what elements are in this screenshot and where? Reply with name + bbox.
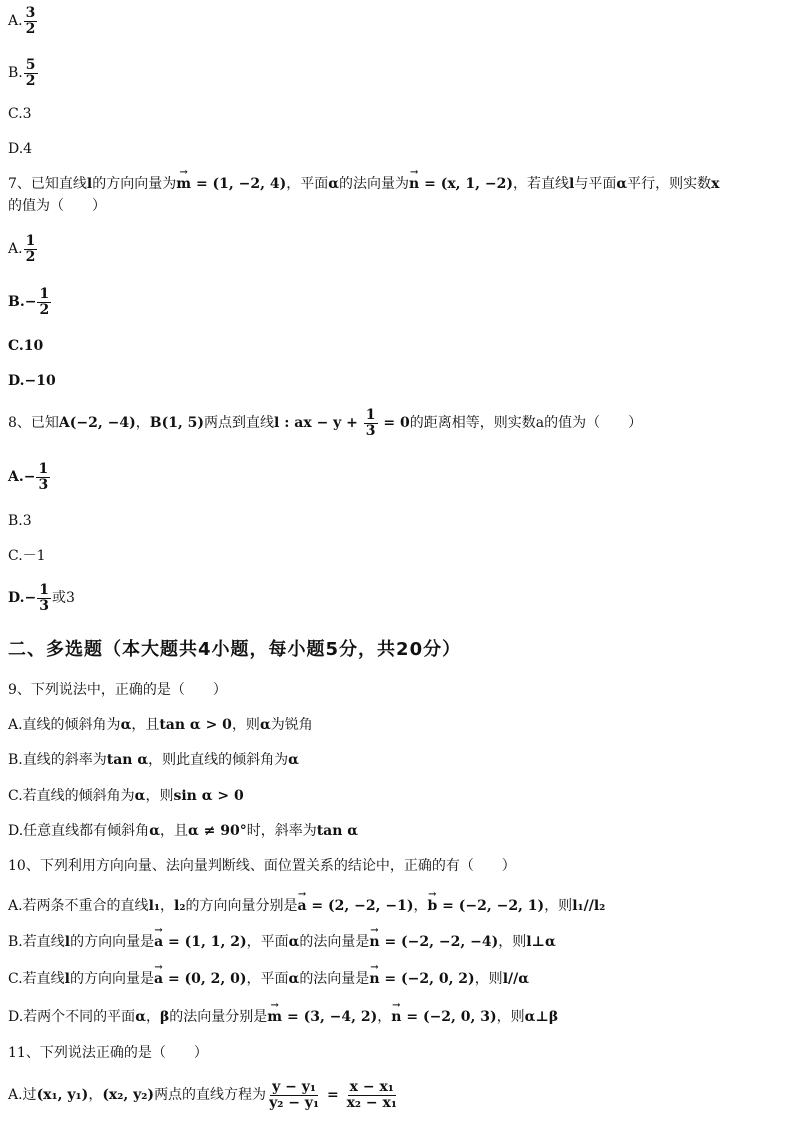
q7-stem-cont: 的值为（ ）	[8, 198, 106, 214]
section-heading: 二、多选题（本大题共4小题，每小题5分，共20分）	[8, 639, 462, 660]
q11-option-a: A.过(x₁, y₁)，(x₂, y₂)两点的直线方程为 $\frac{\text{y − y₁}}{\text{y₂ − y₁}}$ = $\frac{\text{x − x₁}}{\text{x₂ − x₁}}$	[8, 1079, 397, 1111]
q10-option-d: D.若两个不同的平面α，β的法向量分别是→ m = (3, −4, 2)，→ n = (−2, 0, 3)，则α⊥β	[8, 1007, 558, 1027]
q8-stem: 8、已知A(−2, −4)，B(1, 5)两点到直线l : ax − y + $\frac{1}{3}$ = 0的距离相等，则实数a的值为（ ）	[8, 407, 643, 439]
q10-option-b: B.若直线l的方向向量是→ a = (1, 1, 2)，平面α的法向量是→ n = (−2, −2, −4)，则l⊥α	[8, 932, 556, 952]
q8-option-b: B.3	[8, 513, 32, 529]
q7-option-b: B.− $\frac{1}{2}$	[8, 286, 50, 318]
q8-option-d: D.− $\frac{1}{3}$ 或3	[8, 582, 75, 614]
fraction: $\frac{1}{3}$	[39, 582, 49, 614]
q6-option-b: B. $\frac{5}{2}$	[8, 57, 36, 89]
q8-option-c: C.－1	[8, 548, 46, 564]
q6-option-a: A. $\frac{3}{2}$	[8, 5, 36, 37]
q10-option-a: A.若两条不重合的直线l₁，l₂的方向向量分别是→ a = (2, −2, −1)，→ b = (−2, −2, 1)，则l₁//l₂	[8, 896, 605, 916]
fraction: $\frac{1}{3}$	[38, 461, 49, 493]
fraction: $\frac{1}{2}$	[25, 233, 36, 265]
fraction: $\frac{5}{2}$	[25, 57, 36, 89]
q6-option-c: C.3	[8, 106, 32, 122]
fraction: $\frac{\text{y − y₁}}{\text{y₂ − y₁}}$	[269, 1079, 320, 1111]
fraction: $\frac{1}{3}$	[365, 407, 376, 439]
q6-option-d: D.4	[8, 141, 33, 157]
q9-stem: 9、下列说法中，正确的是（ ）	[8, 682, 227, 698]
q9-option-d: D.任意直线都有倾斜角α，且α ≠ 90°时，斜率为tan α	[8, 823, 359, 839]
q9-option-b: B.直线的斜率为tan α，则此直线的倾斜角为α	[8, 752, 299, 768]
fraction: $\frac{3}{2}$	[25, 5, 36, 37]
q11-stem: 11、下列说法正确的是（ ）	[8, 1045, 208, 1061]
q7-stem: 7、已知直线l的方向向量为→ m = (1, −2, 4)，平面α的法向量为→ n = (x, 1, −2)，若直线l与平面α平行，则实数x	[8, 174, 720, 194]
fraction: $\frac{1}{2}$	[39, 286, 50, 318]
q10-option-c: C.若直线l的方向向量是→ a = (0, 2, 0)，平面α的法向量是→ n = (−2, 0, 2)，则l//α	[8, 969, 529, 989]
q7-option-d: D.−10	[8, 373, 56, 389]
q9-option-c: C.若直线的倾斜角为α，则sin α > 0	[8, 788, 244, 804]
q8-option-a: A.− $\frac{1}{3}$	[8, 461, 49, 493]
q10-stem: 10、下列利用方向向量、法向量判断线、面位置关系的结论中，正确的有（ ）	[8, 858, 516, 874]
q9-option-a: A.直线的倾斜角为α，且tan α > 0，则α为锐角	[8, 717, 313, 733]
q7-option-a: A. $\frac{1}{2}$	[8, 233, 36, 265]
fraction: $\frac{\text{x − x₁}}{\text{x₂ − x₁}}$	[346, 1079, 397, 1111]
q7-option-c: C.10	[8, 338, 44, 354]
